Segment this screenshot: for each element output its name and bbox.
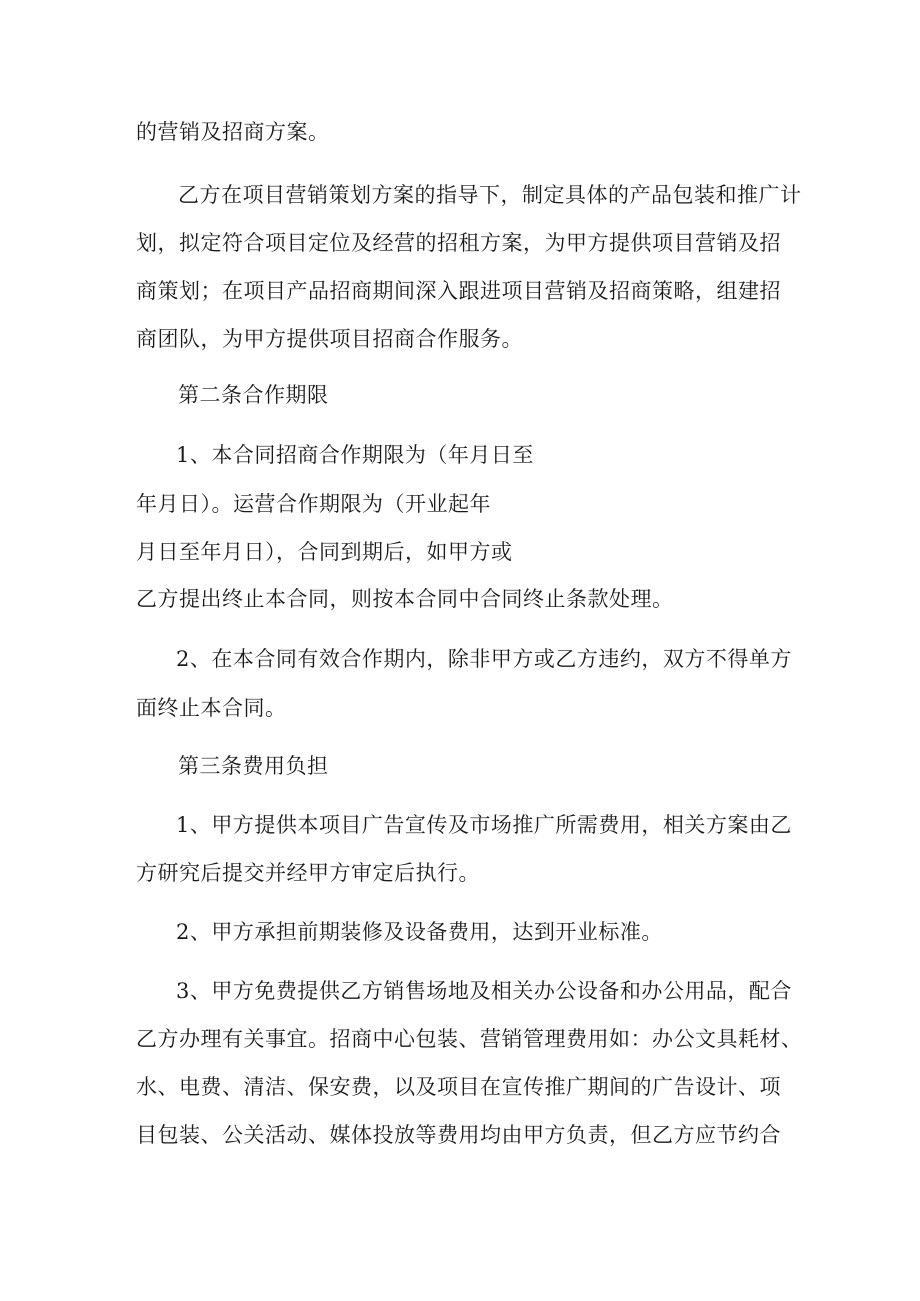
text-line: 商团队，为甲方提供项目招商合作服务。 [136, 327, 523, 351]
section-heading: 第三条费用负担 [178, 754, 329, 778]
text-line: 乙方提出终止本合同，则按本合同中合同终止条款处理。 [136, 587, 674, 611]
text-line: 乙方在项目营销策划方案的指导下，制定具体的产品包装和推广计 [178, 183, 802, 207]
text-line: 2、在本合同有效合作期内，除非甲方或乙方违约，双方不得单方 [176, 647, 792, 671]
text-line: 乙方办理有关事宜。招商中心包装、营销管理费用如：办公文具耗材、 [136, 1027, 803, 1051]
text-line: 月日至年月日），合同到期后，如甲方或 [136, 540, 513, 564]
text-line: 年月日）。运营合作期限为（开业起年 [136, 492, 491, 516]
text-line: 目包装、公关活动、媒体投放等费用均由甲方负责，但乙方应节约合 [136, 1123, 781, 1147]
text-line: 的营销及招商方案。 [136, 120, 330, 144]
text-line: 商策划；在项目产品招商期间深入跟进项目营销及招商策略，组建招 [136, 279, 781, 303]
text-line: 1、甲方提供本项目广告宣传及市场推广所需费用，相关方案由乙 [176, 813, 792, 837]
text-line: 方研究后提交并经甲方审定后执行。 [136, 861, 480, 885]
text-line: 2、甲方承担前期装修及设备费用，达到开业标准。 [176, 920, 663, 944]
text-line: 3、甲方免费提供乙方销售场地及相关办公设备和办公用品，配合 [176, 979, 792, 1003]
text-line: 面终止本合同。 [136, 696, 287, 720]
text-line: 划，拟定符合项目定位及经营的招租方案，为甲方提供项目营销及招 [136, 231, 781, 255]
section-heading: 第二条合作期限 [178, 383, 329, 407]
text-line: 1、本合同招商合作期限为（年月日至 [176, 443, 534, 467]
text-line: 水、电费、清洁、保安费，以及项目在宣传推广期间的广告设计、项 [136, 1075, 781, 1099]
